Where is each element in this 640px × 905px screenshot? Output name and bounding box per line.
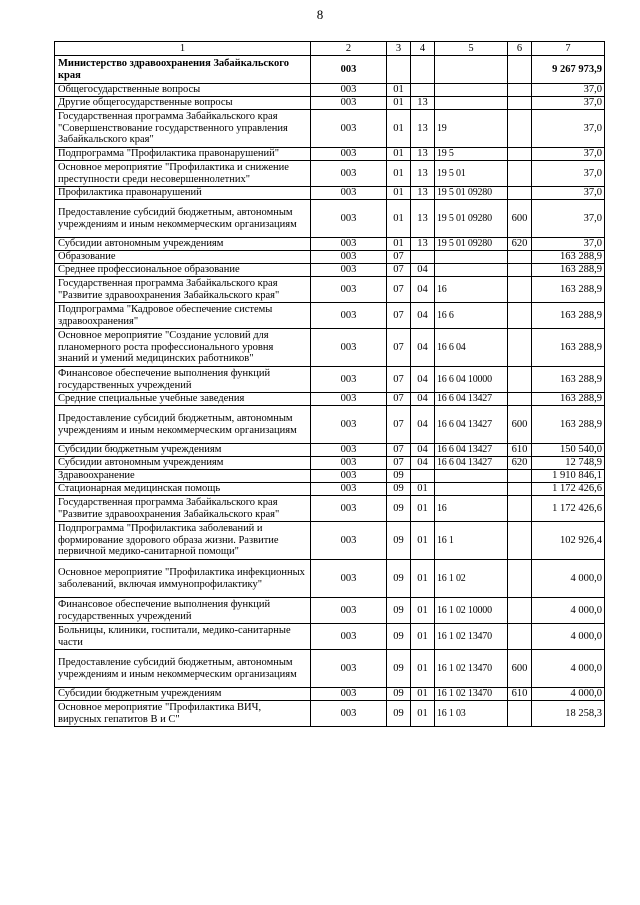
row-name-cell: Предоставление субсидий бюджетным, автономным учреждениям и иным некоммерческим организациям: [55, 200, 311, 238]
row-vr-cell: 610: [508, 688, 532, 701]
row-name-cell: Средние специальные учебные заведения: [55, 393, 311, 406]
row-pr-cell: 01: [411, 598, 435, 624]
row-vr-cell: 600: [508, 650, 532, 688]
row-vr-cell: [508, 161, 532, 187]
table-row: [55, 522, 605, 560]
row-rz-cell: 09: [387, 560, 411, 598]
table-row: [55, 200, 605, 238]
row-gr-cell: 003: [311, 148, 387, 161]
row-rz-cell: 09: [387, 701, 411, 727]
row-pr-cell: 04: [411, 329, 435, 367]
row-rz-cell: 01: [387, 187, 411, 200]
row-csr-cell: [435, 483, 508, 496]
row-sum-cell: 37,0: [532, 110, 605, 148]
row-rz-cell: 01: [387, 148, 411, 161]
row-pr-cell: 04: [411, 367, 435, 393]
row-csr-cell: 19: [435, 110, 508, 148]
row-gr-cell: 003: [311, 457, 387, 470]
row-rz-cell: 01: [387, 200, 411, 238]
column-header: 6: [508, 42, 532, 56]
row-name-cell: Общегосударственные вопросы: [55, 84, 311, 97]
table-row: [55, 393, 605, 406]
column-header: 2: [311, 42, 387, 56]
table-row: [55, 277, 605, 303]
row-gr-cell: 003: [311, 251, 387, 264]
row-name-cell: Государственная программа Забайкальского края "Совершенствование государственного управления Забайкальского края": [55, 110, 311, 148]
row-pr-cell: 13: [411, 148, 435, 161]
row-pr-cell: [411, 56, 435, 84]
row-csr-cell: 16 6 04 13427: [435, 406, 508, 444]
row-gr-cell: 003: [311, 496, 387, 522]
row-name-cell: Субсидии бюджетным учреждениям: [55, 688, 311, 701]
row-pr-cell: 01: [411, 650, 435, 688]
row-gr-cell: 003: [311, 187, 387, 200]
row-sum-cell: 1 910 846,1: [532, 470, 605, 483]
row-name-cell: Среднее профессиональное образование: [55, 264, 311, 277]
table-row: [55, 560, 605, 598]
table-row: [55, 406, 605, 444]
row-rz-cell: 01: [387, 161, 411, 187]
row-sum-cell: 163 288,9: [532, 393, 605, 406]
row-vr-cell: [508, 496, 532, 522]
row-name-cell: Государственная программа Забайкальского края "Развитие здравоохранения Забайкальского края": [55, 277, 311, 303]
table-row: [55, 496, 605, 522]
row-name-cell: Финансовое обеспечение выполнения функций государственных учреждений: [55, 367, 311, 393]
row-name-cell: Финансовое обеспечение выполнения функций государственных учреждений: [55, 598, 311, 624]
row-name-cell: Основное мероприятие "Профилактика и снижение преступности среди несовершеннолетних": [55, 161, 311, 187]
table-row: [55, 56, 605, 84]
table-row: [55, 444, 605, 457]
row-csr-cell: 16 1 02 13470: [435, 688, 508, 701]
table-row: [55, 187, 605, 200]
row-csr-cell: 16 6 04 10000: [435, 367, 508, 393]
row-csr-cell: [435, 264, 508, 277]
row-sum-cell: 163 288,9: [532, 406, 605, 444]
row-csr-cell: 19 5: [435, 148, 508, 161]
row-gr-cell: 003: [311, 470, 387, 483]
row-gr-cell: 003: [311, 110, 387, 148]
row-sum-cell: 37,0: [532, 238, 605, 251]
page-number: 8: [316, 7, 324, 22]
row-gr-cell: 003: [311, 367, 387, 393]
row-gr-cell: 003: [311, 238, 387, 251]
row-name-cell: Образование: [55, 251, 311, 264]
row-sum-cell: 4 000,0: [532, 624, 605, 650]
row-csr-cell: 16 6: [435, 303, 508, 329]
row-pr-cell: 04: [411, 444, 435, 457]
row-vr-cell: [508, 367, 532, 393]
row-csr-cell: 16 1 02 13470: [435, 650, 508, 688]
row-name-cell: Субсидии автономным учреждениям: [55, 238, 311, 251]
row-sum-cell: 37,0: [532, 200, 605, 238]
row-sum-cell: 150 540,0: [532, 444, 605, 457]
row-vr-cell: [508, 470, 532, 483]
row-name-cell: Министерство здравоохранения Забайкальского края: [55, 56, 311, 84]
row-sum-cell: 4 000,0: [532, 560, 605, 598]
row-pr-cell: 13: [411, 97, 435, 110]
row-csr-cell: 19 5 01: [435, 161, 508, 187]
row-pr-cell: 01: [411, 688, 435, 701]
table-row: [55, 97, 605, 110]
column-header: 5: [435, 42, 508, 56]
row-gr-cell: 003: [311, 97, 387, 110]
row-sum-cell: 37,0: [532, 97, 605, 110]
table-row: [55, 264, 605, 277]
row-rz-cell: 09: [387, 522, 411, 560]
row-pr-cell: 01: [411, 522, 435, 560]
row-rz-cell: 07: [387, 277, 411, 303]
row-csr-cell: 19 5 01 09280: [435, 200, 508, 238]
row-rz-cell: 09: [387, 650, 411, 688]
budget-table: [54, 41, 605, 727]
row-name-cell: Профилактика правонарушений: [55, 187, 311, 200]
row-gr-cell: 003: [311, 329, 387, 367]
table-row: [55, 598, 605, 624]
table-row: [55, 688, 605, 701]
row-rz-cell: [387, 56, 411, 84]
table-row: [55, 303, 605, 329]
row-sum-cell: 9 267 973,9: [532, 56, 605, 84]
row-name-cell: Государственная программа Забайкальского края "Развитие здравоохранения Забайкальского края": [55, 496, 311, 522]
row-sum-cell: 37,0: [532, 84, 605, 97]
row-vr-cell: [508, 560, 532, 598]
row-sum-cell: 18 258,3: [532, 701, 605, 727]
row-rz-cell: 09: [387, 470, 411, 483]
row-vr-cell: [508, 624, 532, 650]
row-pr-cell: 01: [411, 496, 435, 522]
row-rz-cell: 01: [387, 238, 411, 251]
column-header: 3: [387, 42, 411, 56]
row-pr-cell: 13: [411, 187, 435, 200]
row-vr-cell: [508, 187, 532, 200]
row-gr-cell: 003: [311, 303, 387, 329]
row-gr-cell: 003: [311, 688, 387, 701]
row-csr-cell: [435, 251, 508, 264]
row-gr-cell: 003: [311, 56, 387, 84]
table-row: [55, 367, 605, 393]
row-gr-cell: 003: [311, 277, 387, 303]
row-csr-cell: 16: [435, 496, 508, 522]
row-sum-cell: 163 288,9: [532, 264, 605, 277]
row-gr-cell: 003: [311, 701, 387, 727]
row-pr-cell: 01: [411, 701, 435, 727]
table-row: [55, 483, 605, 496]
row-pr-cell: 04: [411, 406, 435, 444]
row-sum-cell: 37,0: [532, 187, 605, 200]
row-csr-cell: [435, 470, 508, 483]
row-csr-cell: 16 1 02: [435, 560, 508, 598]
row-vr-cell: [508, 56, 532, 84]
row-csr-cell: 19 5 01 09280: [435, 187, 508, 200]
table-row: [55, 624, 605, 650]
table-row: [55, 701, 605, 727]
row-pr-cell: 04: [411, 303, 435, 329]
table-row: [55, 84, 605, 97]
table-row: [55, 470, 605, 483]
column-header: 4: [411, 42, 435, 56]
row-csr-cell: 16 6 04: [435, 329, 508, 367]
table-row: [55, 650, 605, 688]
row-name-cell: Больницы, клиники, госпитали, медико-санитарные части: [55, 624, 311, 650]
row-pr-cell: [411, 251, 435, 264]
row-gr-cell: 003: [311, 264, 387, 277]
row-vr-cell: [508, 303, 532, 329]
row-pr-cell: 13: [411, 110, 435, 148]
row-rz-cell: 09: [387, 483, 411, 496]
row-csr-cell: 16 1: [435, 522, 508, 560]
row-rz-cell: 07: [387, 264, 411, 277]
column-header-row: [55, 42, 605, 56]
row-vr-cell: [508, 277, 532, 303]
row-name-cell: Подпрограмма "Кадровое обеспечение системы здравоохранения": [55, 303, 311, 329]
row-sum-cell: 1 172 426,6: [532, 483, 605, 496]
row-rz-cell: 09: [387, 688, 411, 701]
row-gr-cell: 003: [311, 393, 387, 406]
row-gr-cell: 003: [311, 624, 387, 650]
row-pr-cell: [411, 470, 435, 483]
row-sum-cell: 4 000,0: [532, 598, 605, 624]
row-name-cell: Подпрограмма "Профилактика заболеваний и формирование здорового образа жизни. Развитие первичной медико-санитарной помощи": [55, 522, 311, 560]
row-name-cell: Другие общегосударственные вопросы: [55, 97, 311, 110]
row-gr-cell: 003: [311, 200, 387, 238]
row-rz-cell: 07: [387, 367, 411, 393]
row-vr-cell: 620: [508, 457, 532, 470]
row-sum-cell: 1 172 426,6: [532, 496, 605, 522]
row-name-cell: Основное мероприятие "Создание условий для планомерного роста профессионального уровня знаний и умений медицинских работников": [55, 329, 311, 367]
row-vr-cell: 600: [508, 406, 532, 444]
row-pr-cell: 04: [411, 277, 435, 303]
row-sum-cell: 163 288,9: [532, 329, 605, 367]
row-sum-cell: 37,0: [532, 161, 605, 187]
row-rz-cell: 07: [387, 457, 411, 470]
row-pr-cell: 04: [411, 393, 435, 406]
row-name-cell: Предоставление субсидий бюджетным, автономным учреждениям и иным некоммерческим организациям: [55, 406, 311, 444]
row-pr-cell: 04: [411, 457, 435, 470]
row-csr-cell: 16 6 04 13427: [435, 444, 508, 457]
row-name-cell: Субсидии бюджетным учреждениям: [55, 444, 311, 457]
table-row: [55, 110, 605, 148]
row-vr-cell: [508, 264, 532, 277]
row-gr-cell: 003: [311, 406, 387, 444]
row-name-cell: Стационарная медицинская помощь: [55, 483, 311, 496]
row-sum-cell: 163 288,9: [532, 251, 605, 264]
row-vr-cell: 600: [508, 200, 532, 238]
row-csr-cell: 16 1 02 10000: [435, 598, 508, 624]
row-pr-cell: 01: [411, 483, 435, 496]
row-pr-cell: [411, 84, 435, 97]
row-vr-cell: [508, 97, 532, 110]
row-csr-cell: [435, 84, 508, 97]
column-header: 7: [532, 42, 605, 56]
row-rz-cell: 09: [387, 496, 411, 522]
row-csr-cell: 16 1 02 13470: [435, 624, 508, 650]
table-row: [55, 148, 605, 161]
row-vr-cell: [508, 701, 532, 727]
row-sum-cell: 163 288,9: [532, 367, 605, 393]
row-vr-cell: [508, 483, 532, 496]
row-name-cell: Здравоохранение: [55, 470, 311, 483]
row-csr-cell: [435, 56, 508, 84]
row-csr-cell: 16 6 04 13427: [435, 457, 508, 470]
row-pr-cell: 13: [411, 161, 435, 187]
row-rz-cell: 07: [387, 329, 411, 367]
row-name-cell: Подпрограмма "Профилактика правонарушений": [55, 148, 311, 161]
row-csr-cell: 16: [435, 277, 508, 303]
row-csr-cell: 16 6 04 13427: [435, 393, 508, 406]
row-name-cell: Предоставление субсидий бюджетным, автономным учреждениям и иным некоммерческим организациям: [55, 650, 311, 688]
row-rz-cell: 07: [387, 303, 411, 329]
row-vr-cell: [508, 110, 532, 148]
row-gr-cell: 003: [311, 84, 387, 97]
row-vr-cell: [508, 251, 532, 264]
row-vr-cell: 620: [508, 238, 532, 251]
row-vr-cell: [508, 522, 532, 560]
row-gr-cell: 003: [311, 444, 387, 457]
row-vr-cell: [508, 598, 532, 624]
row-pr-cell: 13: [411, 238, 435, 251]
row-sum-cell: 37,0: [532, 148, 605, 161]
table-row: [55, 457, 605, 470]
row-sum-cell: 4 000,0: [532, 650, 605, 688]
row-gr-cell: 003: [311, 522, 387, 560]
row-sum-cell: 4 000,0: [532, 688, 605, 701]
row-vr-cell: 610: [508, 444, 532, 457]
row-gr-cell: 003: [311, 161, 387, 187]
row-name-cell: Основное мероприятие "Профилактика инфекционных заболеваний, включая иммунопрофилактику": [55, 560, 311, 598]
row-vr-cell: [508, 84, 532, 97]
row-name-cell: Основное мероприятие "Профилактика ВИЧ, вирусных гепатитов В и С": [55, 701, 311, 727]
table-row: [55, 161, 605, 187]
row-rz-cell: 07: [387, 444, 411, 457]
row-csr-cell: 19 5 01 09280: [435, 238, 508, 251]
table-body: [55, 56, 605, 727]
table-row: [55, 329, 605, 367]
row-pr-cell: 01: [411, 560, 435, 598]
row-sum-cell: 102 926,4: [532, 522, 605, 560]
row-pr-cell: 13: [411, 200, 435, 238]
row-vr-cell: [508, 329, 532, 367]
row-gr-cell: 003: [311, 650, 387, 688]
row-vr-cell: [508, 393, 532, 406]
row-rz-cell: 07: [387, 406, 411, 444]
row-gr-cell: 003: [311, 598, 387, 624]
row-rz-cell: 01: [387, 97, 411, 110]
row-rz-cell: 09: [387, 598, 411, 624]
row-rz-cell: 01: [387, 110, 411, 148]
row-sum-cell: 163 288,9: [532, 303, 605, 329]
row-rz-cell: 09: [387, 624, 411, 650]
table-row: [55, 238, 605, 251]
row-gr-cell: 003: [311, 560, 387, 598]
row-rz-cell: 07: [387, 393, 411, 406]
row-vr-cell: [508, 148, 532, 161]
row-sum-cell: 12 748,9: [532, 457, 605, 470]
row-csr-cell: [435, 97, 508, 110]
row-sum-cell: 163 288,9: [532, 277, 605, 303]
row-rz-cell: 07: [387, 251, 411, 264]
row-gr-cell: 003: [311, 483, 387, 496]
row-name-cell: Субсидии автономным учреждениям: [55, 457, 311, 470]
table-row: [55, 251, 605, 264]
row-pr-cell: 01: [411, 624, 435, 650]
row-pr-cell: 04: [411, 264, 435, 277]
column-header: 1: [55, 42, 311, 56]
row-csr-cell: 16 1 03: [435, 701, 508, 727]
row-rz-cell: 01: [387, 84, 411, 97]
